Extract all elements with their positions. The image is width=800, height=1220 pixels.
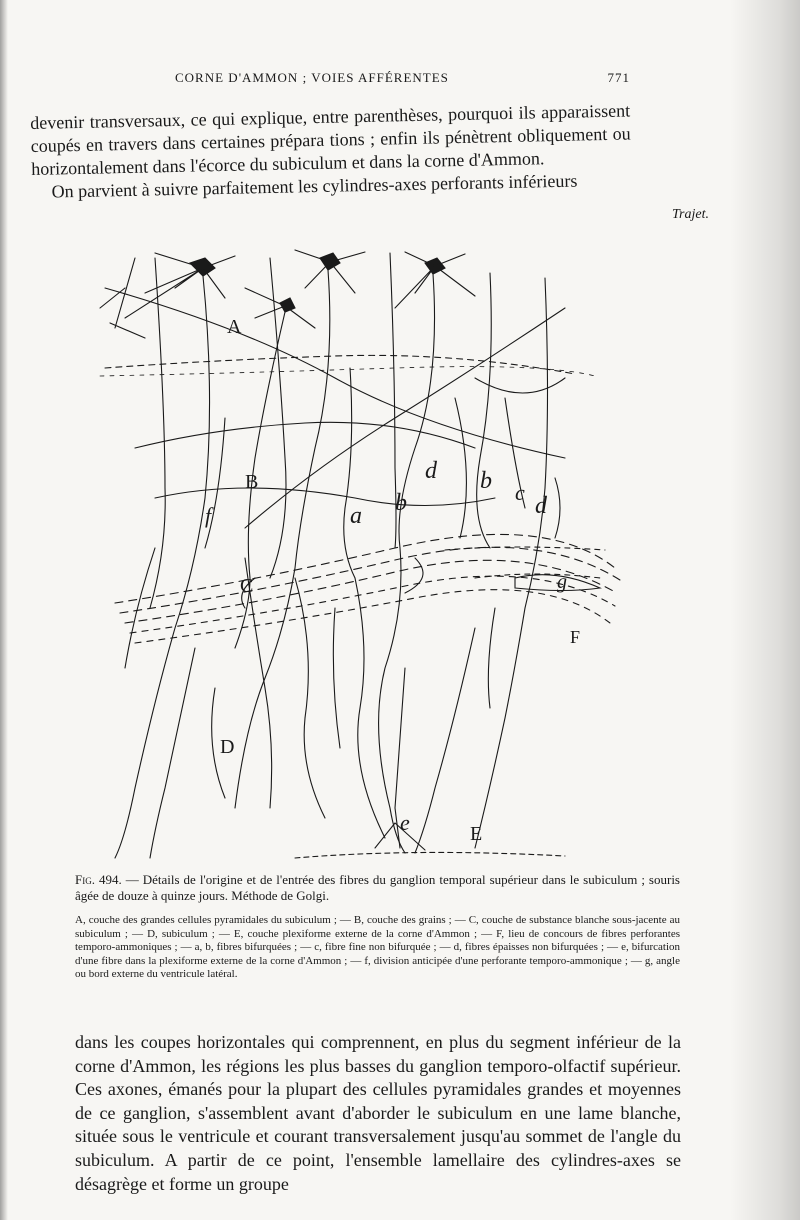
label-d-2: d	[535, 493, 547, 519]
label-B: B	[245, 471, 259, 493]
figure-legend: A, couche des grandes cellules pyramidales du subiculum ; — B, couche des grains ; — C, couche de substance blanche sous-jacente au subiculum ; — D, subiculum ; — E, couche plexiforme externe de la corne d'Ammon ; — F, lieu de concours de fibres perforantes temporo-ammoniques ; — a, b, fibres bifurquées ; — c, fibre fine non bifurquée ; — d, fibres épaisses non bifurquées ; — e, bifurcation d'une fibre dans la plexiforme externe de la corne d'Ammon ; — f, division anticipée d'une perforante temporo-ammonique ; — g, angle ou bord externe du ventricule latéral.	[75, 914, 680, 980]
label-g: g	[557, 571, 567, 593]
figure-caption	[75, 872, 680, 904]
label-f: f	[205, 503, 212, 528]
label-b-2: b	[480, 468, 492, 494]
top-paragraph-text: devenir transversaux, ce qui explique, entre parenthèses, pourquoi ils apparaissent coupés en travers dans certaines prépara tions ; enfin ils pénètrent obliquement ou horizontalement dans l'écorce du subiculum et dans la corne d'Ammon.	[30, 100, 631, 179]
label-c: c	[515, 480, 525, 505]
figure-caption-text: — Détails de l'origine et de l'entrée des fibres du ganglion temporal supérieur dans le subiculum ; souris âgée de douze à quinze jours. Méthode de Golgi.	[75, 872, 680, 903]
figure-number: Fig. 494.	[75, 872, 122, 887]
label-A: A	[227, 316, 242, 338]
top-paragraph	[30, 99, 632, 204]
label-d-1: d	[425, 458, 437, 484]
margin-note: Trajet.	[672, 207, 709, 222]
label-E: E	[470, 823, 483, 845]
label-D: D	[220, 736, 235, 758]
neuron-illustration	[95, 248, 635, 868]
page-number: 771	[607, 70, 630, 85]
label-a: a	[350, 503, 362, 529]
bottom-paragraph-text: dans les coupes horizontales qui comprennent, en plus du segment inférieur de la corne d'Ammon, les régions les plus basses du ganglion temporo-olfactif supérieur. Ces axones, émanés pour la plupart des cellules pyramidales grandes et moyennes de ce ganglion, s'assemblent avant d'aborder le subiculum en une lame blanche, située sous le ventricule et courant transversalement jusqu'au sommet de l'angle du subiculum. A partir de ce point, l'ensemble lamellaire des cylindres-axes se désagrège et forme un groupe	[75, 1032, 681, 1194]
page-binding-shadow	[0, 0, 8, 1220]
bottom-paragraph	[75, 1031, 681, 1196]
running-head-title: CORNE D'AMMON ; VOIES AFFÉRENTES	[175, 70, 449, 85]
page-edge-shadow	[730, 0, 800, 1220]
label-F: F	[570, 627, 581, 647]
top-paragraph-second: On parvient à suivre parfaitement les cylindres-axes perforants inférieurs	[51, 170, 578, 202]
label-e: e	[400, 810, 410, 835]
label-C: C	[240, 575, 254, 597]
label-b-1: b	[395, 490, 407, 516]
